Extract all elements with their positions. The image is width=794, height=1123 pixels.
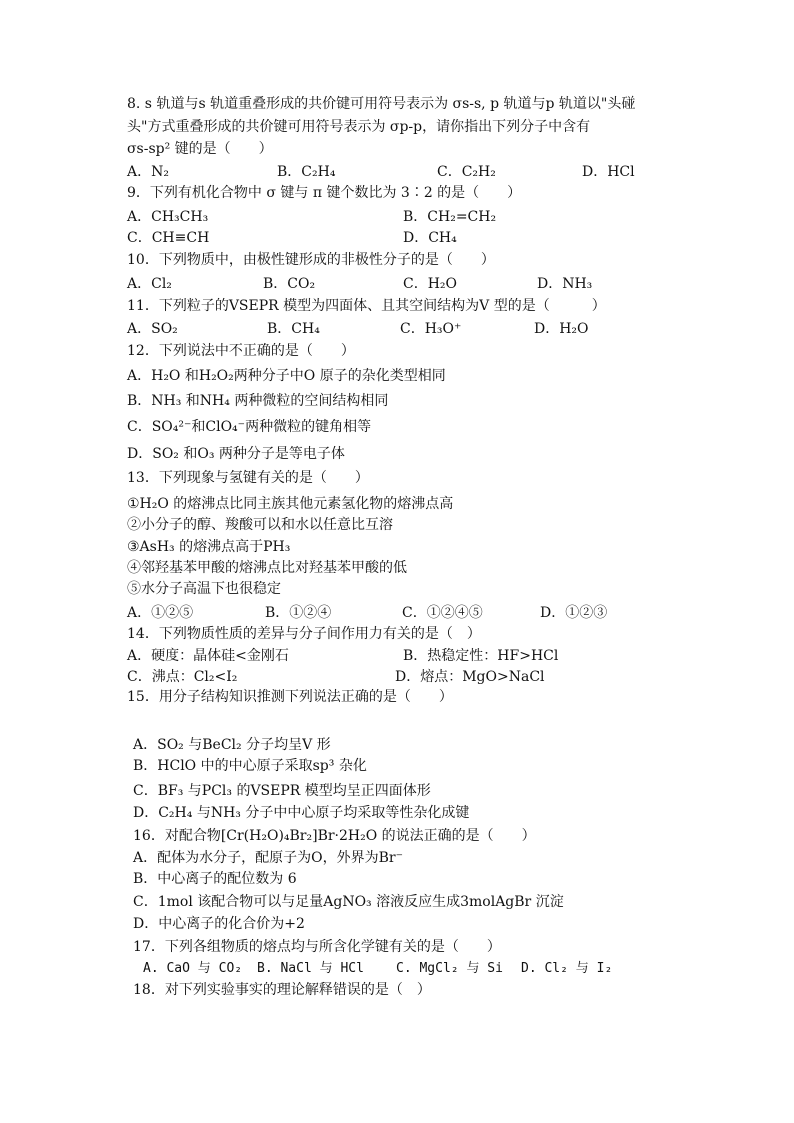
q10-option-a: A．Cl₂ — [127, 276, 172, 292]
q13-stem: 13．下列现象与氢键有关的是（ ） — [127, 470, 369, 486]
q13-item-4: ④邻羟基苯甲酸的熔沸点比对羟基苯甲酸的低 — [127, 560, 407, 576]
q15-option-a: A．SO₂ 与BeCl₂ 分子均呈V 形 — [133, 737, 331, 753]
q12-option-a: A．H₂O 和H₂O₂两种分子中O 原子的杂化类型相同 — [127, 368, 446, 384]
q10-option-c: C．H₂O — [403, 276, 458, 292]
q16-option-c: C．1mol 该配合物可以与足量AgNO₃ 溶液反应生成3molAgBr 沉淀 — [133, 894, 564, 910]
q14-option-d: D．熔点：MgO>NaCl — [395, 669, 545, 685]
q14-option-c: C．沸点：Cl₂<I₂ — [127, 669, 238, 685]
q17-option-c: C. MgCl₂ 与 Si — [396, 961, 503, 976]
q13-option-a: A．①②⑤ — [127, 605, 194, 621]
q10-stem: 10．下列物质中，由极性键形成的非极性分子的是（ ） — [127, 252, 495, 268]
q10-option-b: B．CO₂ — [263, 276, 316, 292]
q13-item-5: ⑤水分子高温下也很稳定 — [127, 581, 281, 597]
q13-option-c: C．①②④⑤ — [402, 605, 483, 621]
q14-stem: 14．下列物质性质的差异与分子间作用力有关的是（ ） — [127, 626, 481, 642]
q8-line-3: σs-sp² 键的是（ ） — [127, 141, 273, 157]
q8-option-a: A．N₂ — [127, 164, 169, 180]
q17-option-b: B. NaCl 与 HCl — [257, 961, 364, 976]
q14-option-a: A．硬度：晶体硅<金刚石 — [127, 648, 289, 664]
q11-option-a: A．SO₂ — [127, 321, 178, 337]
q8-line-1: 8. s 轨道与s 轨道重叠形成的共价键可用符号表示为 σs-s, p 轨道与p 轨道以"头碰 — [127, 96, 636, 112]
q11-stem: 11．下列粒子的VSEPR 模型为四面体、且其空间结构为V 型的是（ ） — [127, 298, 606, 314]
q9-option-c: C．CH≡CH — [127, 230, 210, 246]
q16-option-a: A．配体为水分子，配原子为O，外界为Br⁻ — [133, 850, 403, 866]
q16-option-b: B．中心离子的配位数为 6 — [133, 871, 297, 887]
q11-option-d: D．H₂O — [534, 321, 589, 337]
q9-stem: 9．下列有机化合物中 σ 键与 π 键个数比为 3∶2 的是（ ） — [127, 185, 522, 201]
q12-stem: 12．下列说法中不正确的是（ ） — [127, 343, 355, 359]
q13-item-2: ②小分子的醇、羧酸可以和水以任意比互溶 — [127, 517, 393, 533]
q11-option-b: B．CH₄ — [267, 321, 320, 337]
q8-option-b: B．C₂H₄ — [277, 164, 336, 180]
q16-option-d: D．中心离子的化合价为+2 — [133, 916, 305, 932]
q9-option-b: B．CH₂=CH₂ — [403, 209, 497, 225]
q15-option-c: C．BF₃ 与PCl₃ 的VSEPR 模型均呈正四面体形 — [133, 783, 431, 799]
q12-option-d: D．SO₂ 和O₃ 两种分子是等电子体 — [127, 446, 345, 462]
q17-option-a: A. CaO 与 CO₂ — [143, 961, 243, 976]
q14-option-b: B．热稳定性：HF>HCl — [403, 648, 559, 664]
q11-option-c: C．H₃O⁺ — [400, 321, 462, 337]
q8-line-2: 头"方式重叠形成的共价键可用符号表示为 σp-p，请你指出下列分子中含有 — [127, 119, 591, 135]
q8-option-c: C．C₂H₂ — [437, 164, 496, 180]
q15-option-b: B．HClO 中的中心原子采取sp³ 杂化 — [133, 758, 367, 774]
q13-item-3: ③AsH₃ 的熔沸点高于PH₃ — [127, 539, 291, 555]
q15-stem: 15．用分子结构知识推测下列说法正确的是（ ） — [127, 689, 453, 705]
q13-item-1: ①H₂O 的熔沸点比同主族其他元素氢化物的熔沸点高 — [127, 496, 454, 512]
q9-option-d: D．CH₄ — [403, 230, 457, 246]
q8-option-d: D．HCl — [582, 164, 635, 180]
q17-option-d: D. Cl₂ 与 I₂ — [521, 961, 613, 976]
q13-option-d: D．①②③ — [540, 605, 608, 621]
q16-stem: 16．对配合物[Cr(H₂O)₄Br₂]Br·2H₂O 的说法正确的是（ ） — [133, 828, 536, 844]
q10-option-d: D．NH₃ — [537, 276, 593, 292]
q18-stem: 18．对下列实验事实的理论解释错误的是（ ） — [133, 982, 431, 998]
q9-option-a: A．CH₃CH₃ — [127, 209, 209, 225]
q15-option-d: D．C₂H₄ 与NH₃ 分子中中心原子均采取等性杂化成键 — [133, 805, 470, 821]
q12-option-b: B．NH₃ 和NH₄ 两种微粒的空间结构相同 — [127, 393, 389, 409]
q12-option-c: C．SO₄²⁻和ClO₄⁻两种微粒的键角相等 — [127, 419, 372, 435]
q13-option-b: B．①②④ — [265, 605, 332, 621]
q17-stem: 17．下列各组物质的熔点均与所含化学键有关的是（ ） — [133, 939, 501, 955]
